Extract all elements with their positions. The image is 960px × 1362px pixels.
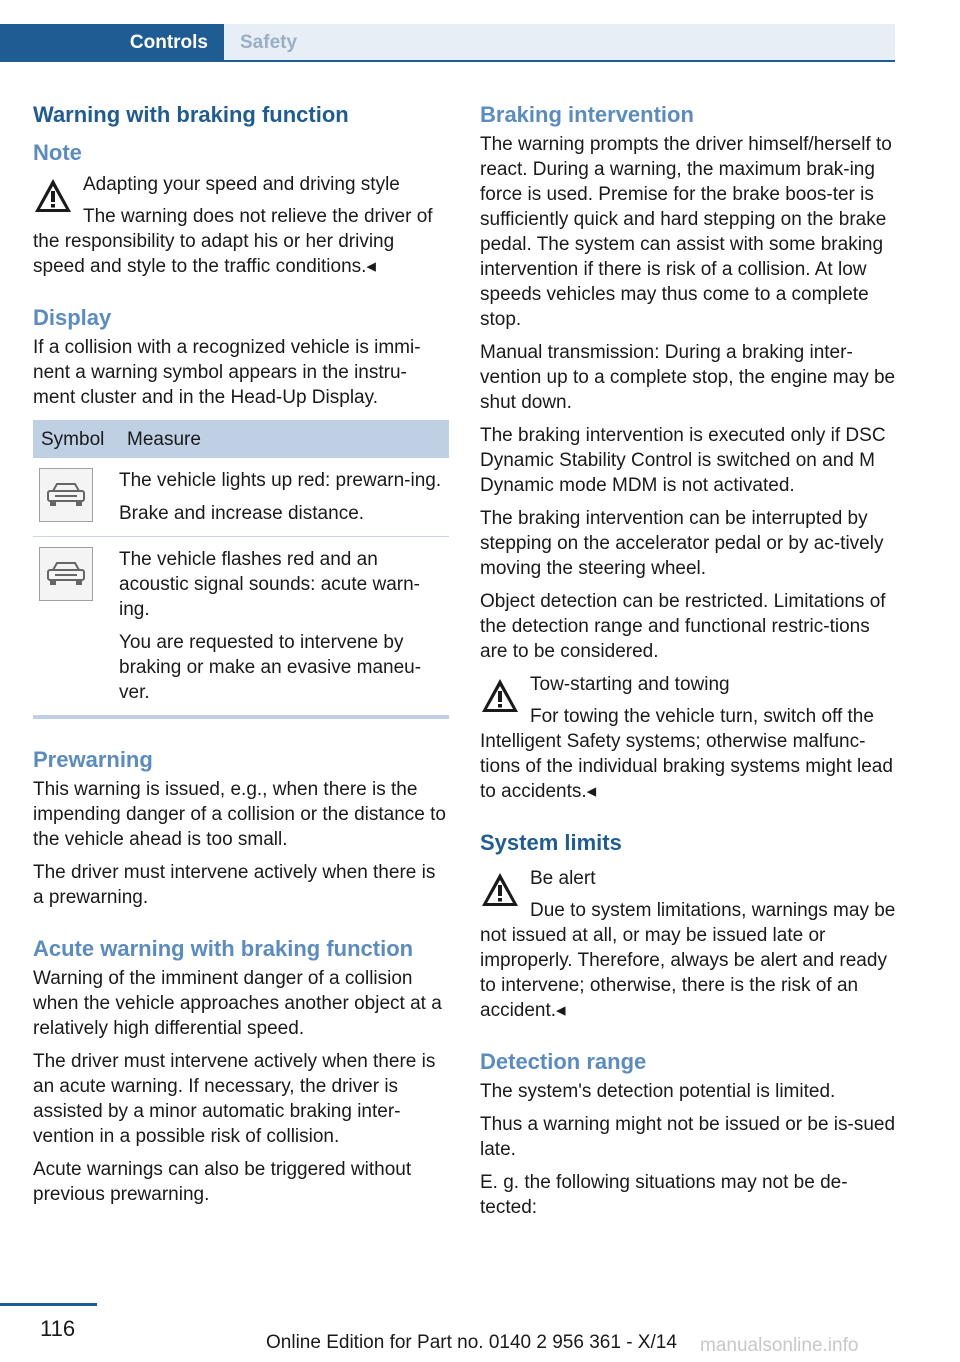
braking-p4: The braking intervention can be interrupted by stepping on the accelerator pedal or by ac-tively moving the steering wheel. xyxy=(480,508,884,579)
row1-line1: The vehicle lights up red: prewarn-ing. xyxy=(119,470,442,491)
left-column xyxy=(33,100,449,1215)
detection-p2: Thus a warning might not be issued or be is-sued late. xyxy=(480,1114,896,1160)
acute-p2: The driver must intervene actively when there is an acute warning. If necessary, the driver is assisted by a minor automatic braking inter-vention in a possible risk of collision. xyxy=(33,1051,436,1147)
alert-warning-body: Due to system limitations, warnings may be not issued at all, or may be issued late or improperly. Therefore, always be alert and ready to intervene; otherwise, there is the risk of an accident.◂ xyxy=(480,900,896,1021)
tab-safety[interactable]: Safety xyxy=(224,24,895,62)
alert-warning-title: Be alert xyxy=(530,868,596,889)
symbol-table xyxy=(33,420,449,719)
braking-p3: The braking intervention is executed only if DSC Dynamic Stability Control is switched on and M Dynamic mode MDM is not activated. xyxy=(480,425,886,496)
table-row xyxy=(33,537,449,718)
display-text: If a collision with a recognized vehicle is immi-nent a warning symbol appears in the instru-ment cluster and in the Head-Up Display. xyxy=(33,337,421,408)
acute-heading: Acute warning with braking function xyxy=(33,936,414,961)
section-title: Warning with braking function xyxy=(33,102,349,127)
right-column xyxy=(480,100,896,1228)
prewarning-heading: Prewarning xyxy=(33,747,153,772)
braking-p2: Manual transmission: During a braking inter-vention up to a complete stop, the engine may be shut down. xyxy=(480,342,896,413)
prewarning-p1: This warning is issued, e.g., when there is the impending danger of a collision or the distance to the vehicle ahead is too small. xyxy=(33,779,446,850)
detection-p1: The system's detection potential is limited. xyxy=(480,1081,836,1102)
tow-warning-body: For towing the vehicle turn, switch off the Intelligent Safety systems; otherwise malfunc-tions of the individual braking systems might lead to accidents.◂ xyxy=(480,706,893,802)
note-warning-body: The warning does not relieve the driver of the responsibility to adapt his or her driving speed and style to the traffic conditions.◂ xyxy=(33,206,433,277)
edition-text: Online Edition for Part no. 0140 2 956 361 - X/14 xyxy=(266,1332,677,1353)
braking-p5: Object detection can be restricted. Limitations of the detection range and functional restric-tions are to be considered. xyxy=(480,591,886,662)
tow-warning-title: Tow-starting and towing xyxy=(530,674,730,695)
tab-controls[interactable]: Controls xyxy=(0,24,224,62)
row1-line2: Brake and increase distance. xyxy=(119,503,365,524)
table-row xyxy=(33,458,449,537)
row2-line1: The vehicle flashes red and an acoustic signal sounds: acute warn-ing. xyxy=(119,549,420,620)
note-warning-title: Adapting your speed and driving style xyxy=(83,174,400,195)
detection-heading: Detection range xyxy=(480,1049,647,1074)
system-limits-heading: System limits xyxy=(480,830,622,855)
braking-heading: Braking intervention xyxy=(480,102,694,127)
prewarning-p2: The driver must intervene actively when there is a prewarning. xyxy=(33,862,436,908)
braking-p1: The warning prompts the driver himself/herself to react. During a warning, the maximum brak-ing force is used. Premise for the brake boos-ter is sufficiently quick and hard stepping on the brake pedal. The system can assist with some braking intervention if there is risk of a collision. At low speeds vehicles may thus come to a complete stop. xyxy=(480,134,892,330)
row2-line2: You are requested to intervene by braking or make an evasive maneu-ver. xyxy=(119,632,422,703)
tab-bar xyxy=(0,0,895,62)
detection-p3: E. g. the following situations may not be de-tected: xyxy=(480,1172,848,1218)
display-heading: Display xyxy=(33,305,112,330)
note-warning xyxy=(33,172,449,279)
tow-warning xyxy=(480,672,896,804)
table-header-symbol: Symbol xyxy=(33,420,119,458)
alert-warning xyxy=(480,866,896,1023)
car-front-icon xyxy=(39,547,93,601)
table-header-measure: Measure xyxy=(119,420,449,458)
acute-p1: Warning of the imminent danger of a collision when the vehicle approaches another object at a relatively high differential speed. xyxy=(33,968,442,1039)
warning-triangle-icon xyxy=(480,870,520,910)
footer-rule xyxy=(0,1303,97,1306)
watermark: manualsonline.info xyxy=(700,1335,859,1356)
acute-p3: Acute warnings can also be triggered without previous prewarning. xyxy=(33,1159,412,1205)
tab-underline xyxy=(0,60,895,62)
page-number: 116 xyxy=(40,1316,76,1341)
note-heading: Note xyxy=(33,140,82,165)
warning-triangle-icon xyxy=(33,176,73,216)
warning-triangle-icon xyxy=(480,676,520,716)
car-front-icon xyxy=(39,468,93,522)
